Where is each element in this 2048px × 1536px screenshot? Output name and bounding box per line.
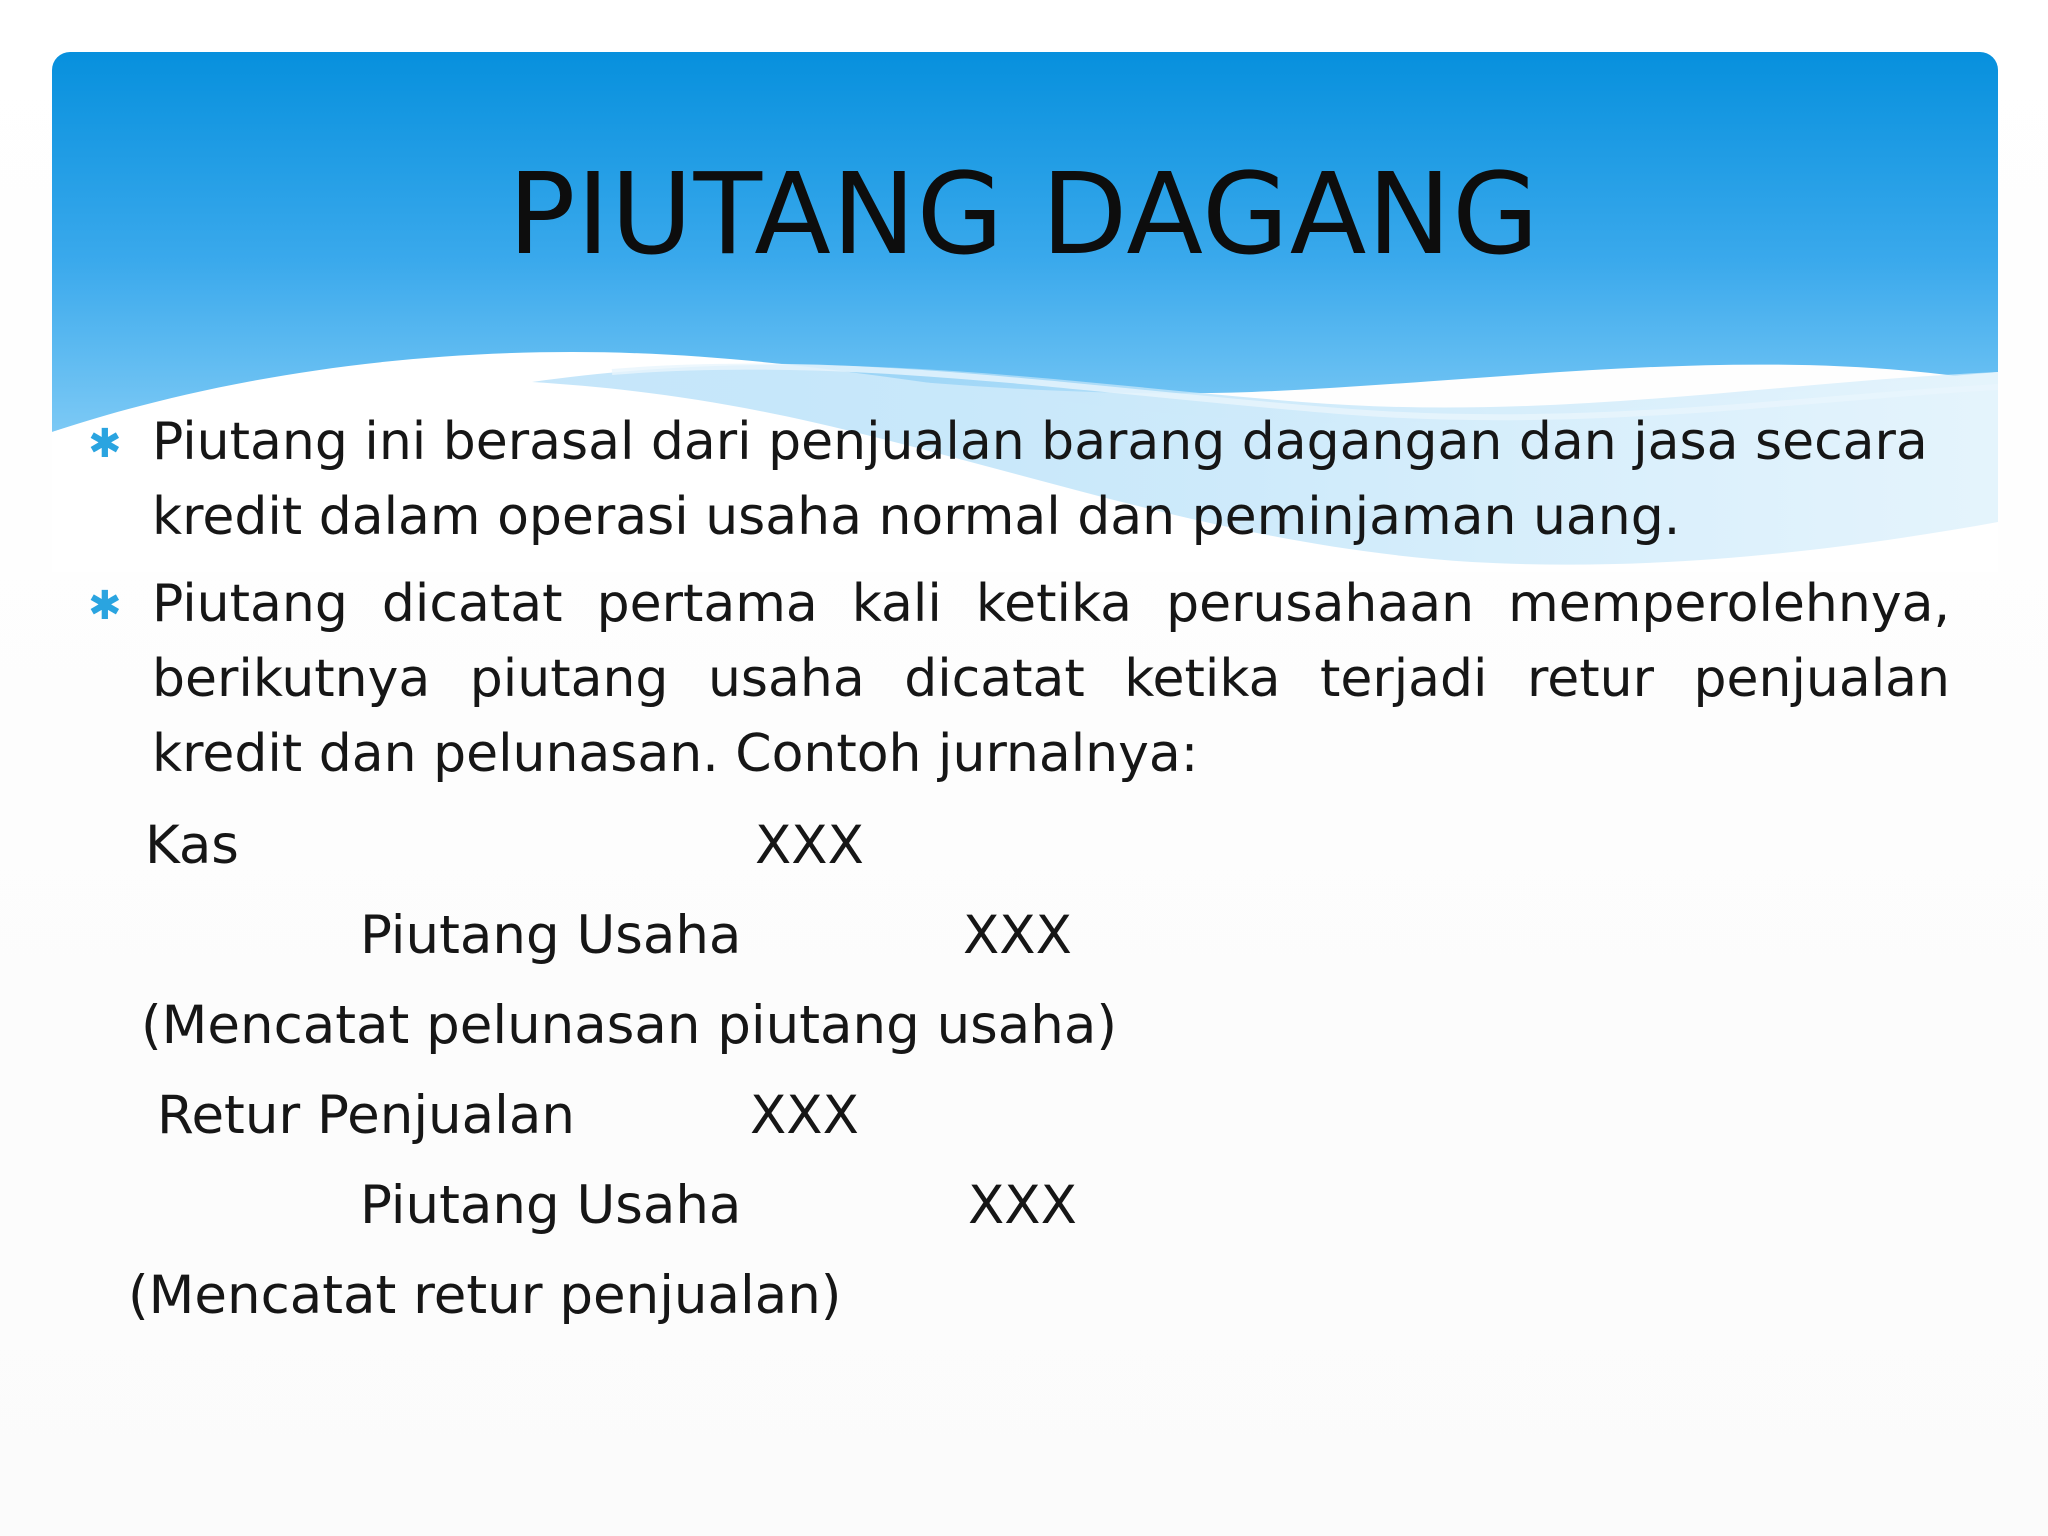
journal-credit-amount: XXX — [968, 1175, 1077, 1236]
journal-debit-account: Kas — [145, 815, 239, 876]
bullet-text: Piutang ini berasal dari penjualan barang dagangan dan jasa secara kredit dalam operasi usaha normal dan peminjaman uang. — [152, 412, 1928, 547]
bullet-item — [80, 405, 1950, 555]
journal-note: (Mencatat retur penjualan) — [128, 1265, 842, 1326]
page-title: PIUTANG DAGANG — [508, 150, 1540, 280]
journal-credit-account: Piutang Usaha — [360, 905, 742, 966]
journal-credit-account: Piutang Usaha — [360, 1175, 742, 1236]
bullet-item — [80, 567, 1950, 792]
journal-note: (Mencatat pelunasan piutang usaha) — [141, 995, 1117, 1056]
journal-debit-account: Retur Penjualan — [157, 1085, 575, 1146]
journal-credit-amount: XXX — [963, 905, 1072, 966]
asterisk-icon: ✱ — [88, 583, 122, 629]
bullet-list — [80, 405, 1950, 804]
asterisk-icon: ✱ — [88, 421, 122, 467]
bullet-text: Piutang dicatat pertama kali ketika perusahaan memperolehnya, berikutnya piutang usaha dicatat ketika terjadi retur penjualan kredit dan pelunasan. Contoh jurnalnya: — [152, 574, 1950, 784]
journal-debit-amount: XXX — [755, 815, 864, 876]
journal-debit-amount: XXX — [750, 1085, 859, 1146]
